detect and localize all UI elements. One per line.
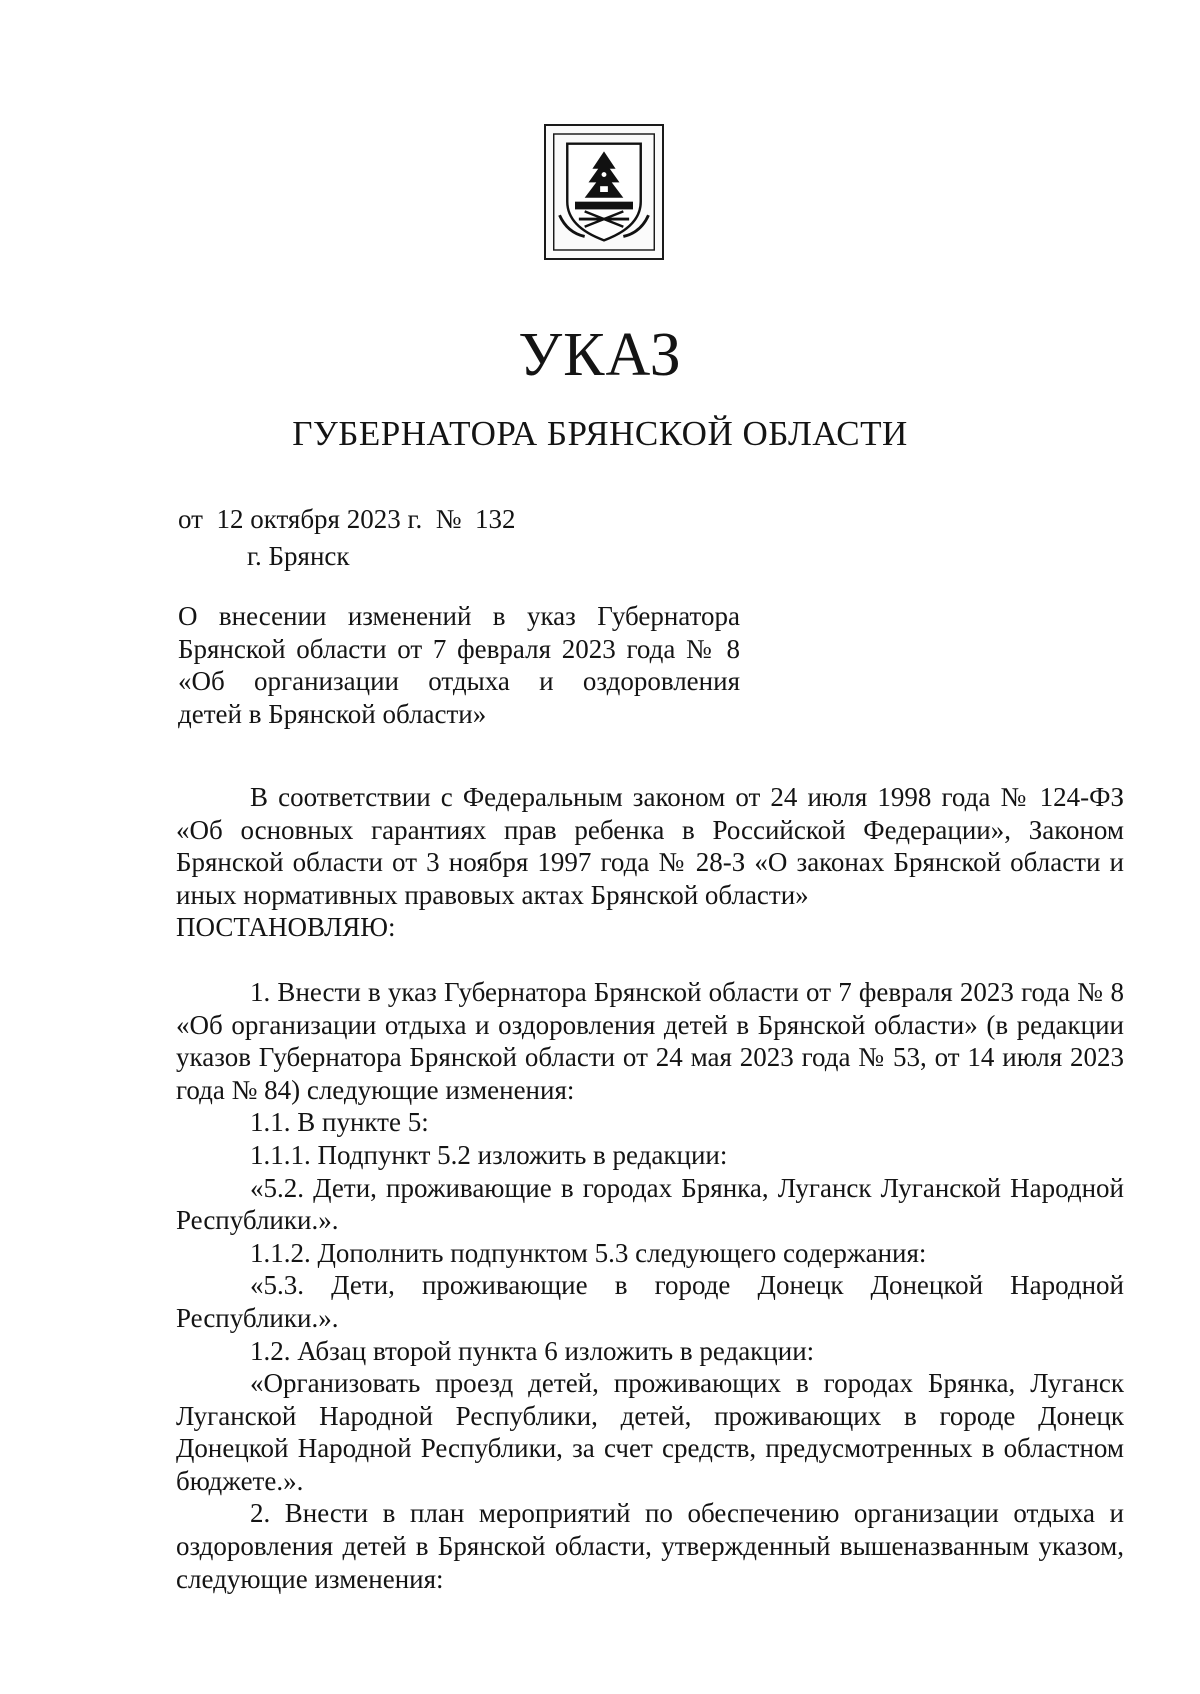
paragraph: 1.1. В пункте 5: [250,1107,429,1138]
decree-body [176,781,1124,1595]
subject-line: детей в Брянской области» [178,698,487,729]
paragraph: 1. Внести в указ Губернатора Брянской области от 7 февраля 2023 года № 8 «Об организации отдыха и оздоровления детей в Брянской области» (в редакции указов Губернатора Брянской области от 24 мая 2023 года № 53, от 14 июля 2023 года № 84) следующие изменения: [176,976,1124,1105]
city-line: г. Брянск [247,541,350,571]
paragraph: 1.1.1. Подпункт 5.2 изложить в редакции: [250,1139,728,1170]
subject-line: О внесении изменений в указ Губернатора [178,601,740,631]
paragraph: «5.2. Дети, проживающие в городах Брянка, Луганск Луганской Народной Республики.». [176,1172,1124,1236]
coat-of-arms-icon [544,124,664,260]
paragraph: 2. Внести в план мероприятий по обеспечению организации отдыха и оздоровления детей в Брянской области, утвержденный вышеназванным указом, следующие изменения: [176,1498,1124,1594]
paragraph: «5.3. Дети, проживающие в городе Донецк Донецкой Народной Республики.». [176,1270,1124,1333]
preamble-paragraph: В соответствии с Федеральным законом от 24 июля 1998 года № 124-ФЗ «Об основных гарантиях прав ребенка в Российской Федерации», Законом Брянской области от 3 ноября 1997 года № 28-З «О законах Брянской области и иных нормативных правовых актах Брянской области» [176,782,1124,910]
decree-subject [178,600,740,730]
subject-line: Брянской области от 7 февраля 2023 года № 8 [178,633,740,664]
decree-word: ПОСТАНОВЛЯЮ: [176,912,396,943]
date-number-line: от 12 октября 2023 г. № 132 [178,504,516,534]
document-title: УКАЗ [518,321,682,389]
paragraph: 1.1.2. Дополнить подпунктом 5.3 следующего содержания: [250,1237,927,1268]
paragraph: 1.2. Абзац второй пункта 6 изложить в редакции: [250,1335,815,1366]
document-subtitle: ГУБЕРНАТОРА БРЯНСКОЙ ОБЛАСТИ [292,414,908,453]
paragraph: «Организовать проезд детей, проживающих в городах Брянка, Луганск Луганской Народной Республики, детей, проживающих в городе Донецк Донецкой Народной Республики, за счет средств, предусмотренных в областном бюджете.». [176,1368,1124,1496]
subject-line: «Об организации отдыха и оздоровления [178,666,740,696]
